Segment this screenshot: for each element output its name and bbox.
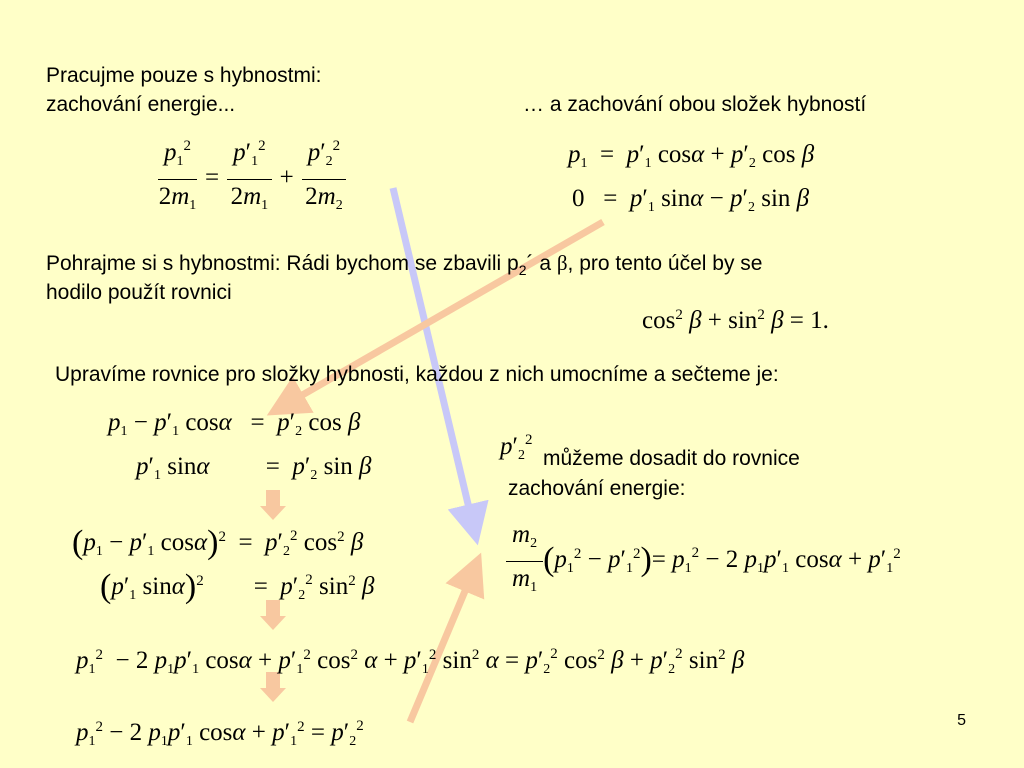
eq-squared-y: ($p'_1$ sinα)$^2$ = $p'_2^2$ $\sin^2 \beta$ (100, 568, 375, 605)
paragraph-4-line-2: zachování energie: (508, 477, 686, 500)
eq-sum-expanded: $p_1^2 - 2$ $p_1p'_1$ $\cos\alpha + p'_1^2$ $\cos^2 \alpha + p'_1^2$ $\sin^2 \alpha = p'_2^2$ $\cos^2 \beta + p'_2^2$ $\sin^2 \beta$ (76, 646, 745, 677)
page-number: 5 (957, 712, 966, 729)
intro-text: Pracujme pouze s hybnostmi: (46, 64, 322, 87)
energy-equation: $\frac{p_1^2}{2m_1}$ = $\frac{p'_1^2}{2m_1}$ + $\frac{p'_2^2}{2m_2}$ (158, 138, 346, 221)
p2-prime-squared: $p'_2^2$ (500, 432, 533, 463)
momentum-x-equation: $p_1 = p'_1$ $\cos\alpha + p'_2$ cos β (568, 141, 815, 171)
paragraph-2-line-1: Pohrajme si s hybnostmi: Rádi bychom se zbavili $p_2´$ a β, pro tento účel by se (46, 251, 763, 279)
trig-identity: $\cos^2 \beta + \sin^2 \beta = 1$. (642, 307, 829, 334)
eq-squared-x: ($p_1 - p'_1$ $\cos\alpha)^2 = p'_2^2$ $\cos^2 \beta$ (72, 524, 364, 561)
momentum-caption: … a zachování obou složek hybností (523, 93, 867, 116)
paragraph-2-line-2: hodilo použít rovnici (46, 281, 232, 304)
eq-sum-simplified: $p_1^2 - 2$ $p_1p'_1$ $\cos\alpha + p'_1^2 = p'_2^2$ (76, 718, 364, 749)
eq-rearranged-y: $p'_1$ sinα = $p'_2$ sin β (136, 453, 372, 483)
paragraph-3: Upravíme rovnice pro složky hybnosti, každou z nich umocníme a sečteme je: (55, 363, 779, 386)
eq-rearranged-x: $p_1 - p'_1$ $\cos\alpha = p'_2$ cos β (108, 409, 361, 439)
energy-substituted: $\frac{m_2}{m_1}$ $(p_1^2 - p'_1^2)= p_1^2 - 2$ $p_1p'_1$ $\cos\alpha + p'_1^2$ (506, 520, 901, 603)
energy-caption: zachování energie... (46, 93, 236, 116)
momentum-y-equation: $0 = p'_1$ $\sin\alpha - p'_2$ sin β (572, 185, 810, 215)
blue-arrow (393, 188, 473, 525)
paragraph-4-line-1: můžeme dosadit do rovnice (543, 447, 800, 470)
down-arrow-1 (260, 490, 286, 520)
